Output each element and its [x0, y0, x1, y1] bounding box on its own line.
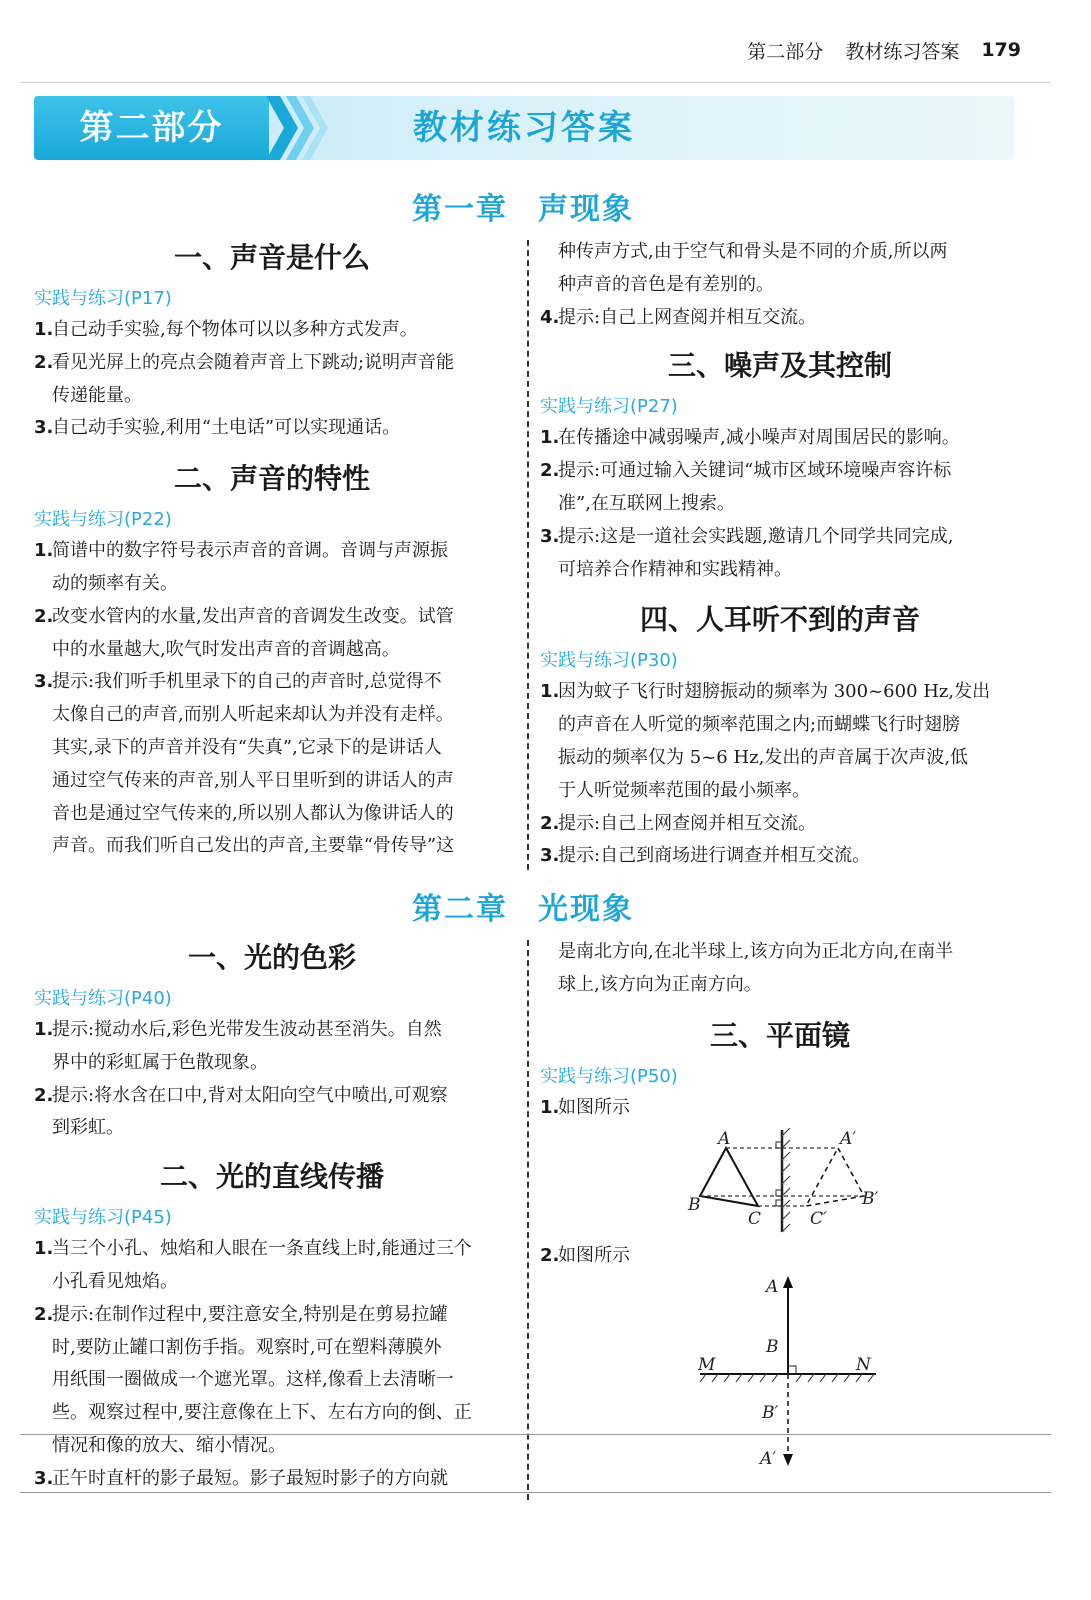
mirror-triangle-figure	[680, 1128, 890, 1236]
ch1-left-column	[34, 232, 510, 863]
label-B-prime: B′	[862, 1189, 879, 1209]
answer-item-cont: 些。观察过程中,要注意像在上下、左右方向的倒、正	[52, 1402, 472, 1424]
chapter-number: 第一章	[412, 192, 508, 227]
label-M: M	[698, 1355, 716, 1375]
answer-item-cont: 音也是通过空气传来的,所以别人都认为像讲话人的	[52, 802, 454, 824]
answer-item-cont: 是南北方向,在北半球上,该方向为正北方向,在南半	[558, 941, 954, 962]
practice-label: 实践与练习(P30)	[540, 650, 678, 672]
practice-label: 实践与练习(P22)	[34, 509, 172, 531]
answer-item: 1. 自己动手实验,每个物体可以以多种方式发声。	[34, 319, 418, 340]
practice-label: 实践与练习(P27)	[540, 396, 678, 418]
answer-item: 2. 提示:可通过输入关键词“城市区域环境噪声容许标	[540, 460, 952, 482]
practice-label: 实践与练习(P17)	[34, 288, 172, 309]
answer-item-cont: 可培养合作精神和实践精神。	[558, 558, 792, 580]
ch2-right-column	[540, 936, 1020, 1124]
label-B: B	[766, 1337, 779, 1357]
label-A-prime: A′	[840, 1129, 857, 1149]
label-C: C	[748, 1209, 762, 1229]
answer-item-cont: 界中的彩虹属于色散现象。	[52, 1051, 268, 1073]
label-B: B	[688, 1195, 701, 1215]
answer-item-cont: 传递能量。	[52, 384, 142, 406]
answer-item-cont: 其实,录下的声音并没有“失真”,它录下的是讲话人	[52, 736, 442, 758]
header-rule	[20, 82, 1051, 83]
answer-item-cont: 球上,该方向为正南方向。	[558, 973, 762, 995]
answer-item-cont: 振动的频率仅为 5~6 Hz,发出的声音属于次声波,低	[558, 746, 969, 768]
mirror-arrow-figure	[690, 1270, 890, 1470]
ch1-right-column	[540, 236, 1020, 873]
ch2-right-q2	[540, 1240, 1020, 1273]
page-number: 179	[981, 39, 1021, 61]
practice-label: 实践与练习(P50)	[540, 1065, 678, 1087]
answer-item: 2. 提示:自己上网查阅并相互交流。	[540, 812, 817, 834]
answer-item: 4. 提示:自己上网查阅并相互交流。	[540, 306, 817, 328]
part-banner	[34, 96, 1014, 160]
answer-item: 3. 提示:自己到商场进行调查并相互交流。	[540, 845, 871, 867]
bottom-rule	[20, 1492, 1051, 1493]
answer-item: 1. 提示:搅动水后,彩色光带发生波动甚至消失。自然	[34, 1019, 442, 1040]
answer-item-cont: 情况和像的放大、缩小情况。	[52, 1434, 286, 1456]
answer-item-cont: 种传声方式,由于空气和骨头是不同的介质,所以两	[558, 241, 948, 262]
answer-item: 1. 如图所示	[540, 1096, 630, 1118]
answer-item: 2. 提示:将水含在口中,背对太阳向空气中喷出,可观察	[34, 1084, 448, 1106]
chapter-number: 第二章	[412, 892, 508, 927]
answer-item-cont: 声音。而我们听自己发出的声音,主要靠“骨传导”这	[52, 835, 455, 857]
answer-item: 3. 自己动手实验,利用“土电话”可以实现通话。	[34, 417, 401, 439]
practice-label: 实践与练习(P45)	[34, 1207, 172, 1229]
answer-item: 2. 改变水管内的水量,发出声音的音调发生改变。试管	[34, 605, 454, 627]
section-title: 三、噪声及其控制	[667, 349, 892, 383]
answer-item-cont: 用纸围一圈做成一个遮光罩。这样,像看上去清晰一	[52, 1369, 454, 1391]
answer-item: 1. 因为蚊子飞行时翅膀振动的频率为 300~600 Hz,发出	[540, 681, 991, 703]
banner-title: 教材练习答案	[413, 108, 635, 148]
section-title: 二、声音的特性	[173, 462, 370, 496]
answer-item: 2. 提示:在制作过程中,要注意安全,特别是在剪易拉罐	[34, 1303, 448, 1325]
chevron-right-icon	[266, 96, 330, 160]
answer-item-cont: 中的水量越大,吹气时发出声音的音调越高。	[52, 638, 400, 660]
label-N: N	[856, 1355, 871, 1375]
answer-item: 1. 简谱中的数字符号表示声音的音调。音调与声源振	[34, 540, 448, 562]
label-A: A	[766, 1277, 779, 1297]
bottom-rule	[20, 1434, 1051, 1435]
label-C-prime: C′	[810, 1209, 827, 1229]
practice-label: 实践与练习(P40)	[34, 988, 172, 1009]
page-header	[747, 30, 1021, 70]
ch2-left-column	[34, 932, 510, 1496]
banner-part-label: 第二部分	[34, 96, 269, 160]
chapter-name: 声现象	[538, 192, 634, 227]
answer-item: 1. 当三个小孔、烛焰和人眼在一条直线上时,能通过三个	[34, 1238, 472, 1260]
answer-item-cont: 小孔看见烛焰。	[52, 1270, 178, 1292]
answer-item-cont: 时,要防止罐口割伤手指。观察时,可在塑料薄膜外	[52, 1336, 442, 1358]
chapter-heading	[0, 884, 1046, 928]
column-divider	[527, 940, 529, 1500]
label-A-prime: A′	[760, 1449, 777, 1469]
answer-item: 1. 在传播途中减弱噪声,减小噪声对周围居民的影响。	[540, 427, 960, 449]
answer-item-cont: 的声音在人听觉的频率范围之内;而蝴蝶飞行时翅膀	[558, 714, 961, 736]
answer-item-cont: 准”,在互联网上搜索。	[558, 492, 735, 514]
section-title: 二、光的直线传播	[159, 1160, 384, 1194]
answer-item: 3. 正午时直杆的影子最短。影子最短时影子的方向就	[34, 1467, 448, 1489]
chapter-heading	[0, 184, 1046, 228]
answer-item: 2. 如图所示	[540, 1245, 630, 1266]
label-A: A	[718, 1129, 731, 1149]
section-title: 三、平面镜	[709, 1018, 850, 1052]
answer-item-cont: 通过空气传来的声音,别人平日里听到的讲话人的声	[52, 769, 454, 791]
label-B-prime: B′	[762, 1403, 779, 1423]
chapter-name: 光现象	[538, 892, 634, 927]
answer-item-cont: 到彩虹。	[52, 1117, 124, 1139]
answer-item-cont: 种声音的音色是有差别的。	[558, 273, 774, 295]
section-title: 一、光的色彩	[187, 941, 356, 974]
answer-item-cont: 太像自己的声音,而别人听起来却认为并没有走样。	[52, 704, 454, 726]
answer-item: 2. 看见光屏上的亮点会随着声音上下跳动;说明声音能	[34, 351, 455, 373]
header-part: 第二部分	[747, 40, 824, 63]
column-divider	[527, 240, 529, 870]
answer-item: 3. 提示:我们听手机里录下的自己的声音时,总觉得不	[34, 671, 442, 693]
header-title: 教材练习答案	[845, 40, 960, 63]
section-title: 一、声音是什么	[173, 241, 370, 274]
section-title: 四、人耳听不到的声音	[639, 603, 920, 637]
answer-item-cont: 于人听觉频率范围的最小频率。	[558, 779, 810, 801]
answer-item-cont: 动的频率有关。	[52, 572, 178, 594]
answer-item: 3. 提示:这是一道社会实践题,邀请几个同学共同完成,	[540, 525, 954, 547]
